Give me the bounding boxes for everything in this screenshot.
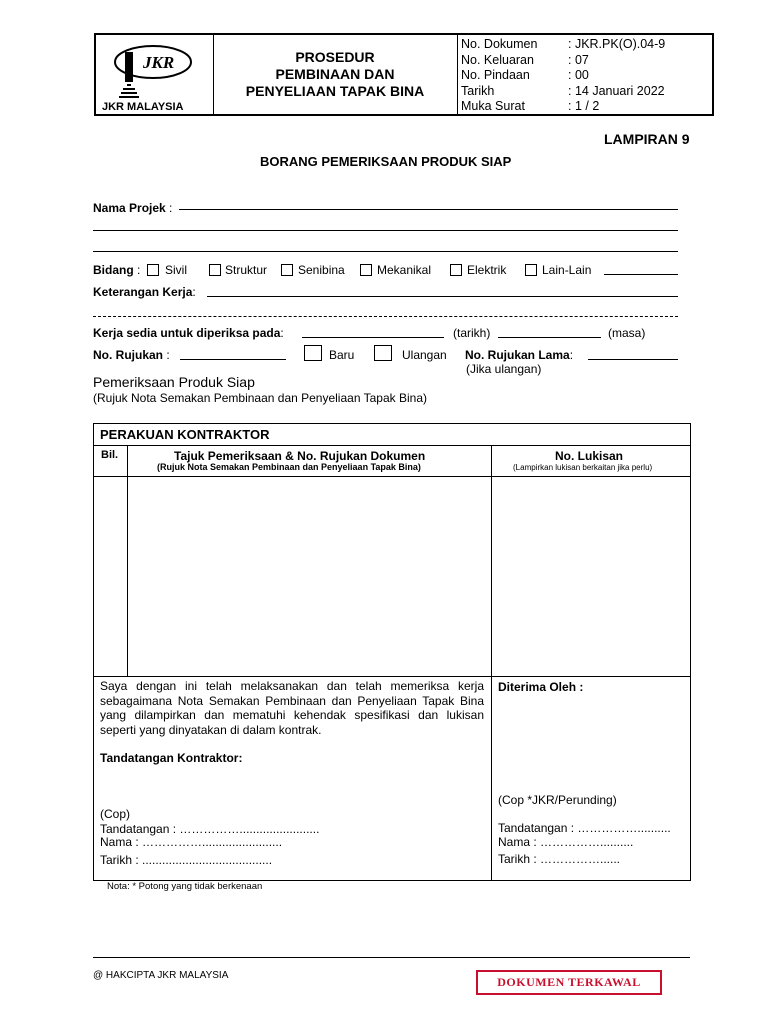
checkbox-baru[interactable] [304,345,322,361]
title-line-1: PROSEDUR [295,49,375,65]
meta-key: No. Dokumen [461,37,538,51]
title-line-3: PENYELIAAN TAPAK BINA [245,83,425,99]
no-rujukan-label: No. Rujukan : [93,348,170,362]
jkr-logo-icon [113,40,193,102]
masa-field[interactable] [498,337,601,338]
col-bil: Bil. [101,449,119,461]
left-nama[interactable]: Nama : ……………........................ [100,835,283,849]
left-cop: (Cop) [100,807,131,821]
tandatangan-kontraktor-label: Tandatangan Kontraktor: [100,751,243,765]
col-tajuk: Tajuk Pemeriksaan & No. Rujukan Dokumen [174,449,426,463]
option-senibina: Senibina [298,263,345,277]
option-ulangan: Ulangan [402,348,447,362]
diterima-oleh-label: Diterima Oleh : [498,680,584,694]
table-divider [491,445,492,881]
right-cop: (Cop *JKR/Perunding) [498,793,617,807]
dokumen-terkawal-stamp: DOKUMEN TERKAWAL [476,970,662,995]
checkbox-sivil[interactable] [147,264,159,276]
footer-rule [93,957,690,958]
form-title: BORANG PEMERIKSAAN PRODUK SIAP [260,154,512,169]
nama-projek-field-2[interactable] [93,230,678,231]
option-struktur: Struktur [225,263,268,277]
table-divider [127,445,128,676]
option-sivil: Sivil [165,263,188,277]
nama-projek-label: Nama Projek : [93,201,173,215]
checkbox-ulangan[interactable] [374,345,392,361]
lampiran-label: LAMPIRAN 9 [604,131,690,147]
nama-projek-field[interactable] [179,209,678,210]
no-rujukan-lama-label: No. Rujukan Lama: [465,348,574,362]
table-heading: PERAKUAN KONTRAKTOR [100,427,270,442]
col-lukisan: No. Lukisan [555,449,624,463]
checkbox-lain-lain[interactable] [525,264,537,276]
org-name: JKR MALAYSIA [102,101,184,113]
right-tarikh[interactable]: Tarikh : ……………...... [498,852,621,866]
procedure-title [213,35,458,114]
logo-cell [96,35,214,114]
checkbox-elektrik[interactable] [450,264,462,276]
section-title: Pemeriksaan Produk Siap [93,374,255,390]
jika-ulangan-hint: (Jika ulangan) [466,362,542,376]
no-rujukan-lama-field[interactable] [588,359,678,360]
meta-key: Muka Surat [461,99,525,113]
declaration-text: Saya dengan ini telah melaksanakan dan telah memeriksa kerja sebagaimana Nota Semakan Pembinaan dan Penyeliaan Tapak Bina yang dilampirkan dan mematuhi kehendak spesifikasi dan lukisan seperti yang dinyatakan di dalam kontrak. [100,679,484,737]
tarikh-hint: (tarikh) [453,326,491,340]
no-rujukan-field[interactable] [180,359,286,360]
checkbox-struktur[interactable] [209,264,221,276]
meta-key: No. Pindaan [461,68,530,82]
keterangan-kerja-label: Keterangan Kerja: [93,285,196,299]
meta-value: : 00 [568,68,589,82]
left-tarikh[interactable]: Tarikh : ....................................... [100,853,273,867]
table-divider [94,676,690,677]
col-tajuk-sub: (Rujuk Nota Semakan Pembinaan dan Penyeliaan Tapak Bina) [157,462,421,472]
masa-hint: (masa) [608,326,646,340]
nama-projek-field-3[interactable] [93,251,678,252]
lain-lain-field[interactable] [604,274,678,275]
meta-key: No. Keluaran [461,52,534,67]
option-baru: Baru [329,348,355,362]
meta-value: : 07 [568,52,589,67]
meta-value: : 1 / 2 [568,99,600,113]
table-divider [94,445,690,446]
svg-text:JKR: JKR [143,53,175,72]
table-divider [94,476,690,477]
right-tandatangan[interactable]: Tandatangan : …………….......... [498,821,671,835]
col-lukisan-sub: (Lampirkan lukisan berkaitan jika perlu) [513,463,653,472]
copyright: @ HAKCIPTA JKR MALAYSIA [93,970,229,981]
meta-value: : 14 Januari 2022 [568,83,665,98]
option-lain-lain: Lain-Lain [542,263,592,277]
title-line-2: PEMBINAAN DAN [275,66,395,82]
meta-value: : JKR.PK(O).04-9 [568,37,666,51]
section-subtitle: (Rujuk Nota Semakan Pembinaan dan Penyeliaan Tapak Bina) [93,391,427,405]
tarikh-field[interactable] [302,337,444,338]
option-mekanikal: Mekanikal [377,263,432,277]
checkbox-senibina[interactable] [281,264,293,276]
keterangan-kerja-field-2[interactable] [93,316,678,317]
perakuan-kontraktor-table [93,423,691,881]
right-nama[interactable]: Nama : …………….......... [498,835,634,849]
checkbox-mekanikal[interactable] [360,264,372,276]
option-elektrik: Elektrik [467,263,507,277]
kerja-sedia-label: Kerja sedia untuk diperiksa pada: [93,326,284,340]
document-header [94,33,714,116]
nota: Nota: * Potong yang tidak berkenaan [107,881,263,892]
meta-key: Tarikh [461,83,495,98]
left-tandatangan[interactable]: Tandatangan : ……………........................ [100,822,320,836]
bidang-label: Bidang : [93,263,141,277]
keterangan-kerja-field[interactable] [207,296,678,297]
